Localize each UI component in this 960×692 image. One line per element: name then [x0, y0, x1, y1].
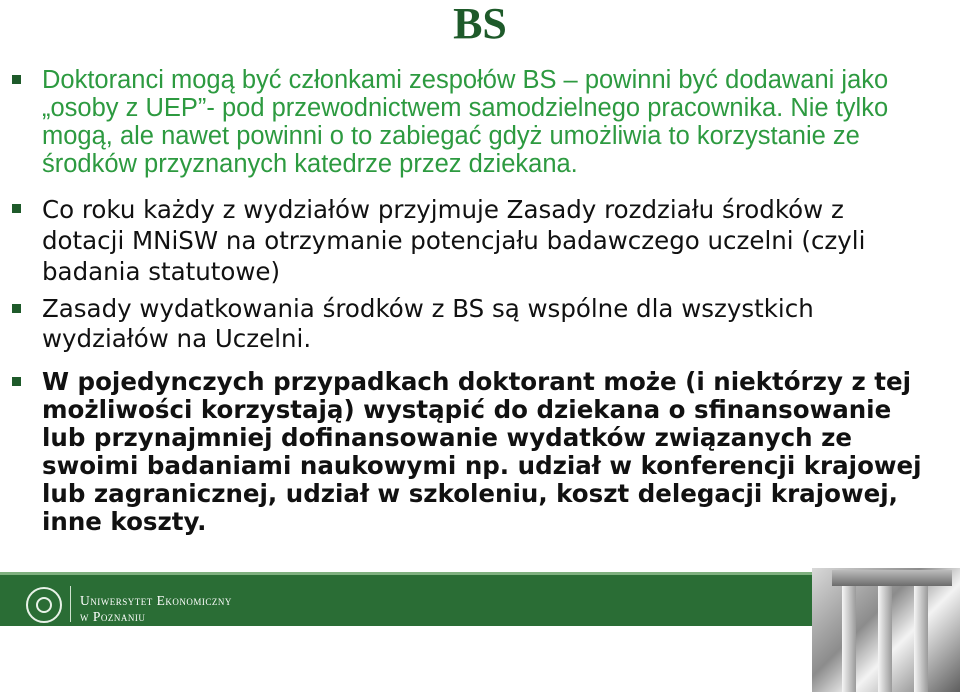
building-photo: [812, 568, 960, 692]
footer-banner: [0, 568, 960, 692]
university-city: w Poznaniu: [80, 609, 146, 624]
bullet-text: Doktoranci mogą być członkami zespołów BS – powinni być dodawani jako „osoby z UEP”- pod przewodnictwem samodzielnego pracownika. Nie tylko mogą, ale nawet powinni o to zabiegać gdyż umożliwia to korzystanie ze środków przyznanych katedrze przez dziekana.: [42, 66, 889, 178]
footer-stripe: [0, 572, 820, 575]
slide-title: BS: [453, 0, 507, 48]
photo-column: [842, 586, 856, 692]
square-bullet-icon: [12, 204, 21, 213]
square-bullet-icon: [12, 304, 21, 313]
bullet-item: [42, 66, 947, 178]
bullet-text: W pojedynczych przypadkach doktorant może (i niektórzy z tej możliwości korzystają) wystąpić do dziekana o sfinansowanie lub przynajmniej dofinansowanie wydatków związanych ze swoimi badaniami naukowymi np. udział w konferencji krajowej lub zagranicznej, udział w szkoleniu, koszt delegacji krajowej, inne koszty.: [42, 367, 922, 536]
photo-column: [878, 586, 892, 692]
university-emblem-icon: [26, 587, 62, 623]
square-bullet-icon: [12, 377, 21, 386]
footer-bar: [0, 572, 820, 626]
photo-column: [914, 586, 928, 692]
bullet-item: [42, 368, 922, 536]
bullet-item: [42, 194, 932, 287]
university-name: Uniwersytet Ekonomiczny: [80, 593, 232, 608]
bullet-item: [42, 294, 932, 354]
square-bullet-icon: [12, 75, 21, 84]
bullet-text: Zasady wydatkowania środków z BS są wspólne dla wszystkich wydziałów na Uczelni.: [42, 294, 814, 353]
footer-divider: [70, 586, 71, 622]
photo-cornice: [832, 570, 952, 586]
bullet-text: Co roku każdy z wydziałów przyjmuje Zasady rozdziału środków z dotacji MNiSW na otrzymanie potencjału badawczego uczelni (czyli badania statutowe): [42, 195, 866, 286]
